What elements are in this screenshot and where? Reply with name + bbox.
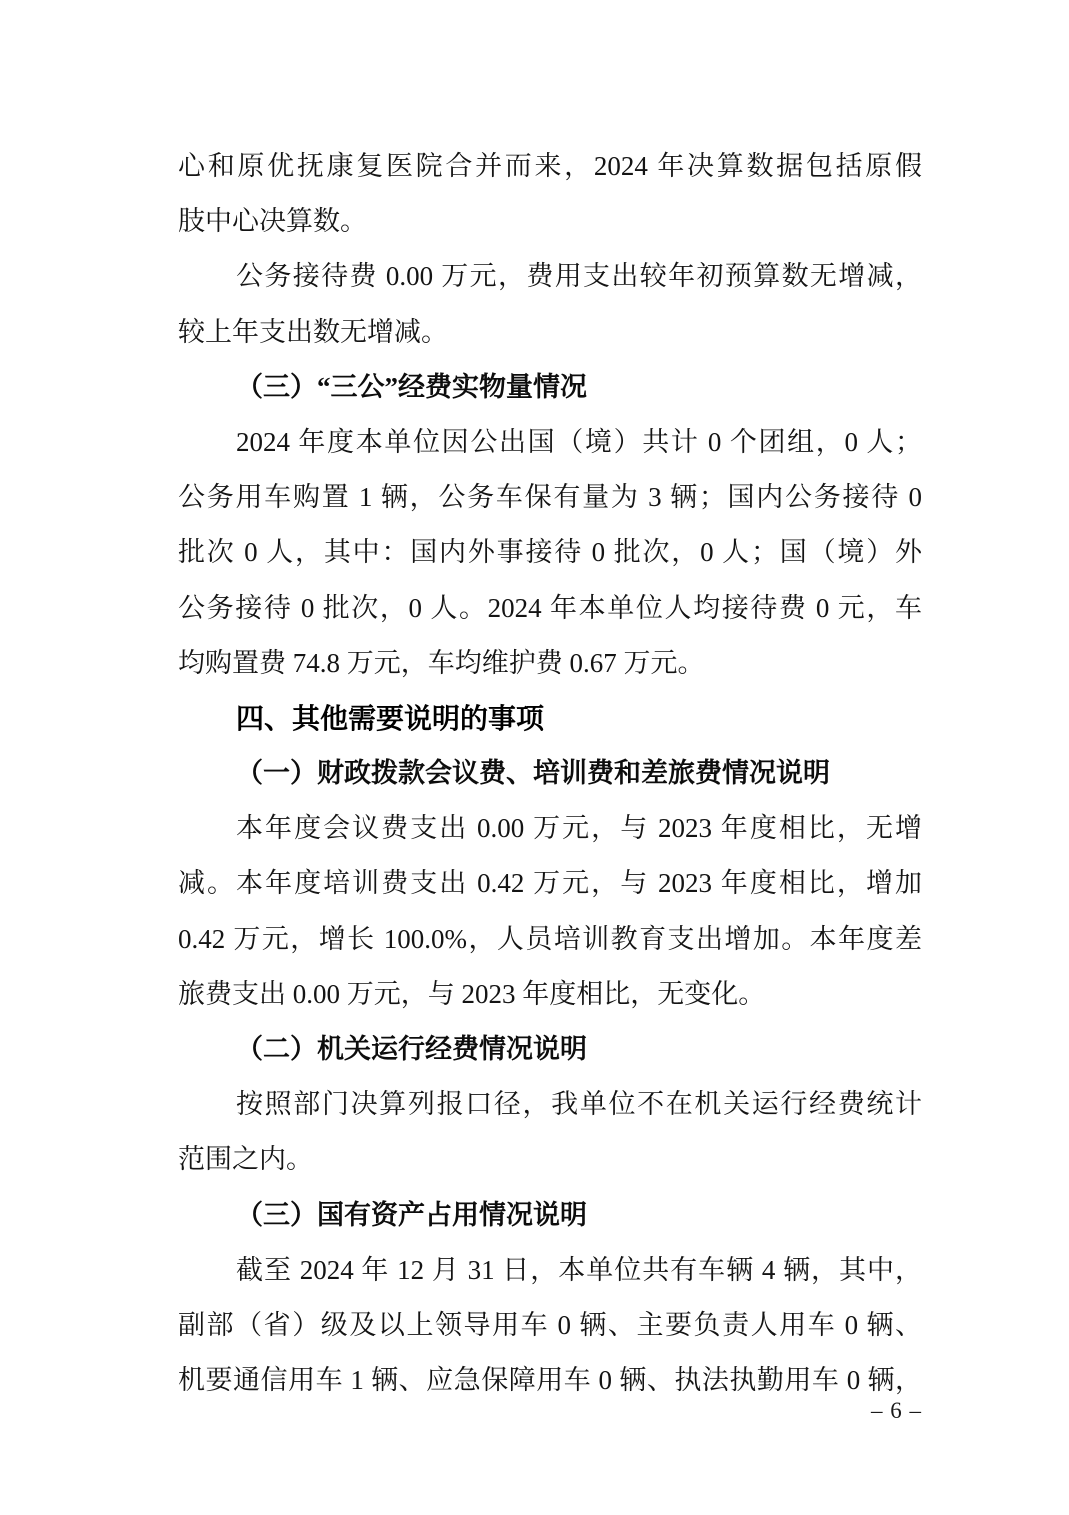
body-line: 肢中心决算数。 [178,206,367,237]
body-line: 范围之内。 [178,1144,313,1175]
body-line: 均购置费 74.8 万元，车均维护费 0.67 万元。 [178,647,705,678]
body-line: 减。本年度培训费支出 0.42 万元，与 2023 年度相比，增加 [178,868,922,899]
heading-meeting-training-travel: （一）财政拨款会议费、培训费和差旅费情况说明 [236,758,830,789]
body-line: 本年度会议费支出 0.00 万元，与 2023 年度相比，无增 [236,813,922,844]
body-line: 机要通信用车 1 辆、应急保障用车 0 辆、执法执勤用车 0 辆， [178,1365,922,1396]
body-line: 0.42 万元，增长 100.0%，人员培训教育支出增加。本年度差 [178,923,922,954]
body-line: 公务接待费 0.00 万元，费用支出较年初预算数无增减， [236,261,922,292]
body-line: 公务用车购置 1 辆，公务车保有量为 3 辆；国内公务接待 0 [178,482,922,513]
heading-three-public-physical: （三）“三公”经费实物量情况 [236,371,587,402]
heading-state-assets: （三）国有资产占用情况说明 [236,1199,587,1230]
body-line: 副部（省）级及以上领导用车 0 辆、主要负责人用车 0 辆、 [178,1309,922,1340]
page-body [178,139,922,1408]
body-line: 2024 年度本单位因公出国（境）共计 0 个团组，0 人； [236,426,922,457]
body-line: 截至 2024 年 12 月 31 日，本单位共有车辆 4 辆，其中， [236,1254,922,1285]
body-line: 心和原优抚康复医院合并而来，2024 年决算数据包括原假 [178,151,922,181]
heading-other-items: 四、其他需要说明的事项 [236,702,545,734]
page-number: – 6 – [871,1398,922,1423]
body-line: 旅费支出 0.00 万元，与 2023 年度相比，无变化。 [178,978,766,1009]
body-line: 较上年支出数无增减。 [178,316,448,347]
body-line: 按照部门决算列报口径，我单位不在机关运行经费统计 [236,1089,922,1120]
body-line: 批次 0 人，其中：国内外事接待 0 批次，0 人；国（境）外 [178,537,922,568]
heading-agency-operation: （二）机关运行经费情况说明 [236,1034,587,1064]
body-line: 公务接待 0 批次，0 人。2024 年本单位人均接待费 0 元，车 [178,592,922,623]
